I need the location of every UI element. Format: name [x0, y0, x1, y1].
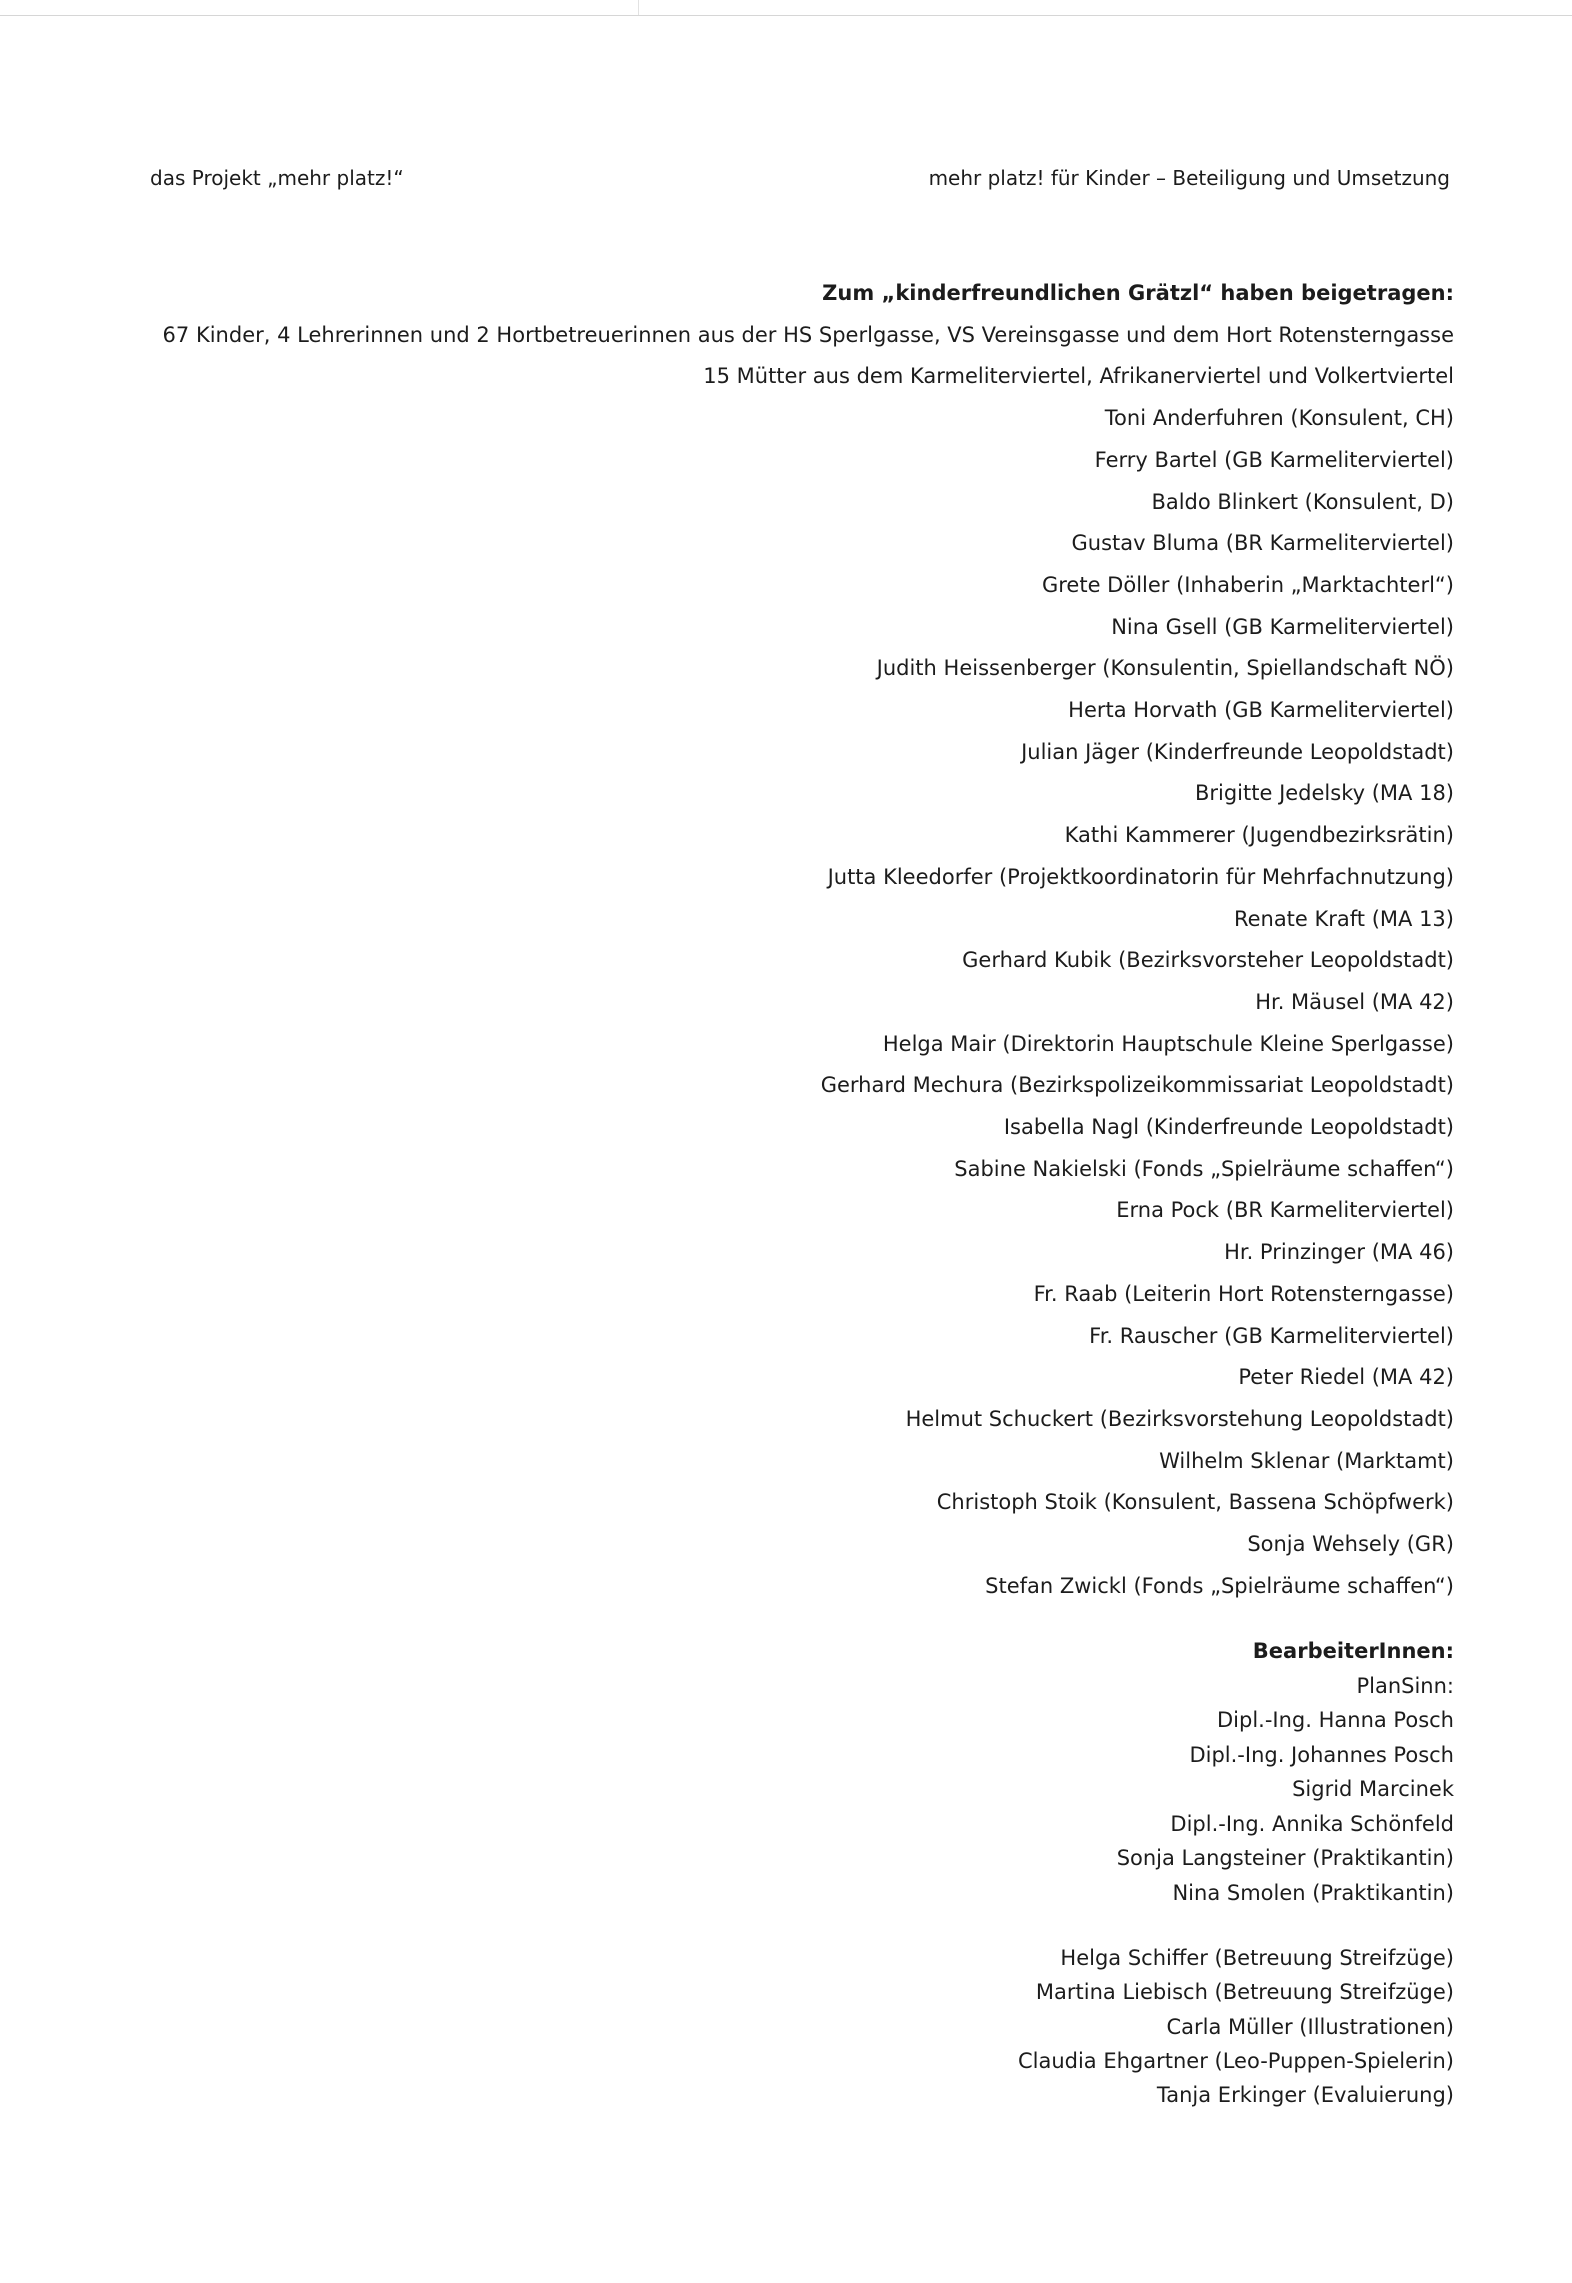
contributor-line: Hr. Mäusel (MA 42)	[1255, 989, 1454, 1014]
contributor-line: Toni Anderfuhren (Konsulent, CH)	[1104, 406, 1454, 431]
contributor-line: Isabella Nagl (Kinderfreunde Leopoldstadt)	[1003, 1115, 1454, 1140]
contributor-line: Jutta Kleedorfer (Projektkoordinatorin für Mehrfachnutzung)	[827, 864, 1454, 889]
supporter-line: Martina Liebisch (Betreuung Streifzüge)	[1035, 1980, 1454, 2005]
editor-line: Dipl.-Ing. Annika Schönfeld	[1170, 1811, 1454, 1836]
supporter-line: Carla Müller (Illustrationen)	[1166, 2014, 1454, 2039]
contributor-line: 15 Mütter aus dem Karmeliterviertel, Afrikanerviertel und Volkertviertel	[703, 364, 1454, 389]
running-head-left: das Projekt „mehr platz!“	[150, 166, 404, 190]
contributor-line: Nina Gsell (GB Karmeliterviertel)	[1111, 614, 1454, 639]
contributors-section	[163, 273, 1454, 1608]
supporters-section	[1018, 1941, 1454, 2112]
supporter-line: Claudia Ehgartner (Leo-Puppen-Spielerin)	[1017, 2048, 1454, 2073]
contributor-line: 67 Kinder, 4 Lehrerinnen und 2 Hortbetreuerinnen aus der HS Sperlgasse, VS Vereinsgasse und dem Hort Rotensterngasse	[162, 322, 1454, 347]
contributor-line: Herta Horvath (GB Karmeliterviertel)	[1068, 698, 1454, 723]
contributor-line: Brigitte Jedelsky (MA 18)	[1194, 781, 1454, 806]
contributor-line: Kathi Kammerer (Jugendbezirksrätin)	[1064, 823, 1454, 848]
editor-line: PlanSinn:	[1356, 1673, 1454, 1698]
contributor-line: Peter Riedel (MA 42)	[1238, 1365, 1454, 1390]
scan-edge-line	[0, 15, 1572, 16]
supporter-line: Helga Schiffer (Betreuung Streifzüge)	[1060, 1946, 1454, 1970]
editor-line: Dipl.-Ing. Johannes Posch	[1189, 1742, 1454, 1767]
editors-section	[1117, 1634, 1454, 1910]
contributor-line: Helga Mair (Direktorin Hauptschule Kleine Sperlgasse)	[882, 1031, 1454, 1056]
contributor-line: Gerhard Kubik (Bezirksvorsteher Leopoldstadt)	[962, 948, 1454, 973]
contributor-line: Renate Kraft (MA 13)	[1233, 906, 1454, 931]
editor-line: Sigrid Marcinek	[1292, 1777, 1454, 1801]
contributor-line: Christoph Stoik (Konsulent, Bassena Schöpfwerk)	[936, 1490, 1454, 1515]
contributor-line: Ferry Bartel (GB Karmeliterviertel)	[1094, 447, 1454, 472]
contributor-line: Stefan Zwickl (Fonds „Spielräume schaffen“)	[985, 1573, 1454, 1598]
contributor-line: Hr. Prinzinger (MA 46)	[1224, 1240, 1454, 1265]
contributor-line: Wilhelm Sklenar (Marktamt)	[1159, 1448, 1454, 1473]
supporter-line: Tanja Erkinger (Evaluierung)	[1156, 2083, 1454, 2108]
contributor-line: Gerhard Mechura (Bezirkspolizeikommissariat Leopoldstadt)	[820, 1073, 1454, 1098]
editors-heading: BearbeiterInnen:	[1252, 1639, 1454, 1663]
contributor-line: Sabine Nakielski (Fonds „Spielräume schaffen“)	[954, 1156, 1454, 1181]
contributor-line: Julian Jäger (Kinderfreunde Leopoldstadt)	[1021, 739, 1454, 764]
editor-line: Sonja Langsteiner (Praktikantin)	[1116, 1846, 1454, 1870]
contributor-line: Grete Döller (Inhaberin „Marktachterl“)	[1041, 572, 1454, 597]
contributor-line: Sonja Wehsely (GR)	[1247, 1532, 1454, 1557]
editor-line: Dipl.-Ing. Hanna Posch	[1217, 1708, 1454, 1732]
contributor-line: Judith Heissenberger (Konsulentin, Spiellandschaft NÖ)	[876, 656, 1454, 681]
editor-line: Nina Smolen (Praktikantin)	[1172, 1880, 1454, 1905]
contributors-heading: Zum „kinderfreundlichen Grätzl“ haben beigetragen:	[822, 281, 1454, 305]
contributor-line: Helmut Schuckert (Bezirksvorstehung Leopoldstadt)	[905, 1406, 1454, 1431]
running-head-right: mehr platz! für Kinder – Beteiligung und Umsetzung	[928, 166, 1450, 190]
contributor-line: Fr. Rauscher (GB Karmeliterviertel)	[1089, 1323, 1454, 1348]
contributor-line: Erna Pock (BR Karmeliterviertel)	[1116, 1198, 1454, 1223]
contributor-line: Fr. Raab (Leiterin Hort Rotensterngasse)	[1033, 1281, 1454, 1306]
contributor-line: Gustav Bluma (BR Karmeliterviertel)	[1071, 531, 1454, 556]
contributor-line: Baldo Blinkert (Konsulent, D)	[1151, 489, 1454, 514]
scan-edge-tick	[638, 0, 639, 15]
